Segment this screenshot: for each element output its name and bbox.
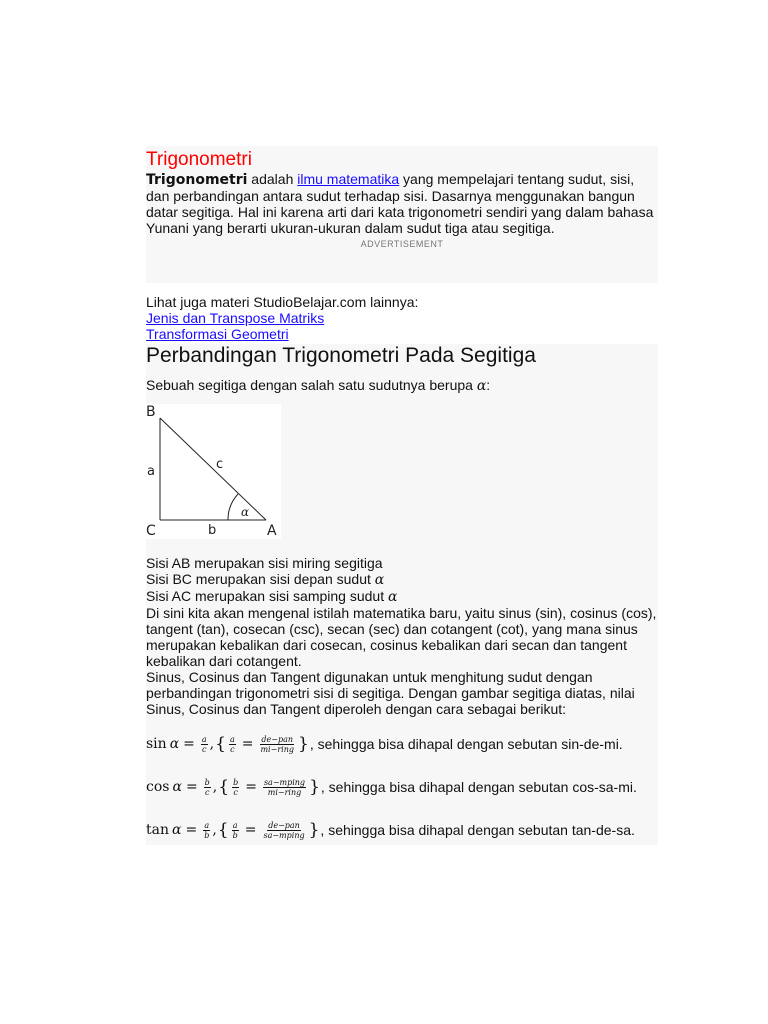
right-triangle-figure bbox=[146, 404, 281, 539]
mnemonic-fraction bbox=[262, 821, 305, 840]
numerator: b bbox=[233, 777, 239, 787]
intro-bold-term: Trigonometri bbox=[146, 172, 248, 188]
numerator: de−pan bbox=[261, 734, 294, 744]
vertex-b-label: B bbox=[146, 404, 156, 420]
side-c-label: c bbox=[216, 457, 224, 472]
side-b-label: b bbox=[208, 523, 217, 538]
triangle-lead-text: Sebuah segitiga dengan salah satu sudutnya berupa bbox=[146, 377, 477, 393]
fraction bbox=[232, 821, 239, 840]
denominator: mi−ring bbox=[267, 787, 302, 797]
formula-tan bbox=[146, 815, 658, 845]
formula-sin-text: , sehingga bisa dihapal dengan sebutan sin-de-mi. bbox=[309, 736, 623, 752]
formula-cos-text: , sehingga bisa dihapal dengan sebutan cos-sa-mi. bbox=[320, 779, 637, 795]
side-ab-text: Sisi AB merupakan sisi miring segitiga bbox=[146, 555, 383, 571]
advertisement-label: ADVERTISEMENT bbox=[360, 239, 444, 249]
ilmu-matematika-link[interactable]: ilmu matematika bbox=[297, 171, 400, 187]
denominator: c bbox=[233, 787, 238, 797]
vertex-c-label: C bbox=[146, 523, 156, 539]
fraction bbox=[201, 735, 208, 754]
intro-paragraph bbox=[146, 171, 658, 236]
formula-cos bbox=[146, 772, 658, 802]
side-a-label: a bbox=[147, 464, 155, 479]
angle-arc bbox=[228, 494, 238, 520]
intro-section bbox=[146, 146, 658, 283]
fraction bbox=[232, 778, 239, 797]
link-transformasi-geometri[interactable]: Transformasi Geometri bbox=[146, 326, 289, 342]
functions-paragraph: Di sini kita akan mengenal istilah matematika baru, yaitu sinus (sin), cosinus (cos), tangent (tan), cosecan (csc), secan (sec) dan cotangent (cot), yang mana sinus merupakan kebalikan dari cosecan, cosinus kebalikan dari secan dan tangent kebalikan dari cotangent. bbox=[146, 605, 657, 669]
triangle-lead bbox=[146, 377, 658, 394]
formula-cos-expr: cos α = $\frac{b}{c}$ , { $\frac{b}{c}$ = $\frac{\text{sa−mping}}{\text{mi−ring}}$ } bbox=[146, 777, 320, 797]
fraction bbox=[229, 735, 236, 754]
side-bc-line bbox=[146, 571, 658, 588]
denominator: c bbox=[230, 744, 235, 754]
intro-text-post: yang mempelajari tentang sudut, sisi, dan perbandingan antara sudut terhadap sisi. Dasarnya menggunakan bangun datar segitiga. Hal ini karena arti dari kata trigonometri sendiri yang dalam bahasa Yunani yang berarti ukuran-ukuran dalam sudut tiga atau segitiga. bbox=[146, 171, 654, 236]
formula-tan-expr: tan α = $\frac{a}{b}$ , { $\frac{a}{b}$ = $\frac{\text{de−pan}}{\text{sa−mping}}$ } bbox=[146, 820, 320, 840]
angle-alpha-label: α bbox=[241, 505, 250, 519]
numerator: a bbox=[204, 820, 210, 830]
usage-paragraph: Sinus, Cosinus dan Tangent digunakan untuk menghitung sudut dengan perbandingan trigonometri sisi di segitiga. Dengan gambar segitiga diatas, nilai Sinus, Cosinus dan Tangent diperoleh dengan cara sebagai berikut: bbox=[146, 669, 635, 717]
alpha-symbol: α bbox=[172, 779, 182, 795]
article-title: Trigonometri bbox=[146, 149, 252, 170]
see-also-intro: Lihat juga materi StudioBelajar.com lainnya: bbox=[146, 294, 419, 310]
denominator: c bbox=[204, 787, 210, 797]
numerator: sa−mping bbox=[263, 777, 306, 787]
formula-list bbox=[146, 729, 658, 845]
denominator: b bbox=[232, 830, 238, 840]
alpha-symbol: α bbox=[374, 572, 385, 588]
mnemonic-fraction bbox=[259, 735, 295, 754]
side-ac-text: Sisi AC merupakan sisi samping sudut bbox=[146, 588, 388, 604]
fn-name: tan bbox=[146, 822, 169, 838]
side-bc-text: Sisi BC merupakan sisi depan sudut bbox=[146, 571, 375, 587]
side-c-line bbox=[160, 418, 266, 520]
vertex-a-label: A bbox=[267, 523, 277, 539]
fraction bbox=[203, 821, 210, 840]
denominator: b bbox=[204, 830, 210, 840]
alpha-symbol: α bbox=[388, 589, 398, 605]
mnemonic-fraction bbox=[263, 778, 306, 797]
formula-sin bbox=[146, 729, 658, 759]
section-title: Perbandingan Trigonometri Pada Segitiga bbox=[146, 344, 536, 367]
lead-colon: : bbox=[486, 377, 491, 393]
side-descriptions bbox=[146, 555, 658, 605]
denominator: mi−ring bbox=[260, 744, 294, 754]
fn-name: sin bbox=[146, 736, 167, 752]
intro-text-pre: adalah bbox=[247, 171, 298, 187]
numerator: a bbox=[201, 734, 207, 744]
link-jenis-transpose-matriks[interactable]: Jenis dan Transpose Matriks bbox=[146, 310, 325, 326]
formula-tan-text: , sehingga bisa dihapal dengan sebutan tan-de-sa. bbox=[320, 822, 635, 838]
alpha-symbol: α bbox=[169, 736, 180, 752]
alpha-symbol: α bbox=[476, 378, 487, 394]
side-ac-line bbox=[146, 588, 658, 605]
denominator: c bbox=[202, 744, 207, 754]
numerator: a bbox=[232, 820, 238, 830]
numerator: a bbox=[229, 734, 235, 744]
alpha-symbol: α bbox=[172, 822, 182, 838]
formula-sin-expr: sin α = $\frac{a}{c}$ , { $\frac{a}{c}$ = $\frac{\text{de−pan}}{\text{mi−ring}}$ } bbox=[146, 734, 309, 754]
see-also bbox=[146, 294, 658, 342]
numerator: b bbox=[204, 777, 210, 787]
denominator: sa−mping bbox=[263, 830, 305, 840]
fraction bbox=[204, 778, 211, 797]
numerator: de−pan bbox=[268, 820, 300, 830]
fn-name: cos bbox=[146, 779, 170, 795]
article bbox=[146, 146, 658, 845]
trig-section bbox=[146, 344, 658, 845]
